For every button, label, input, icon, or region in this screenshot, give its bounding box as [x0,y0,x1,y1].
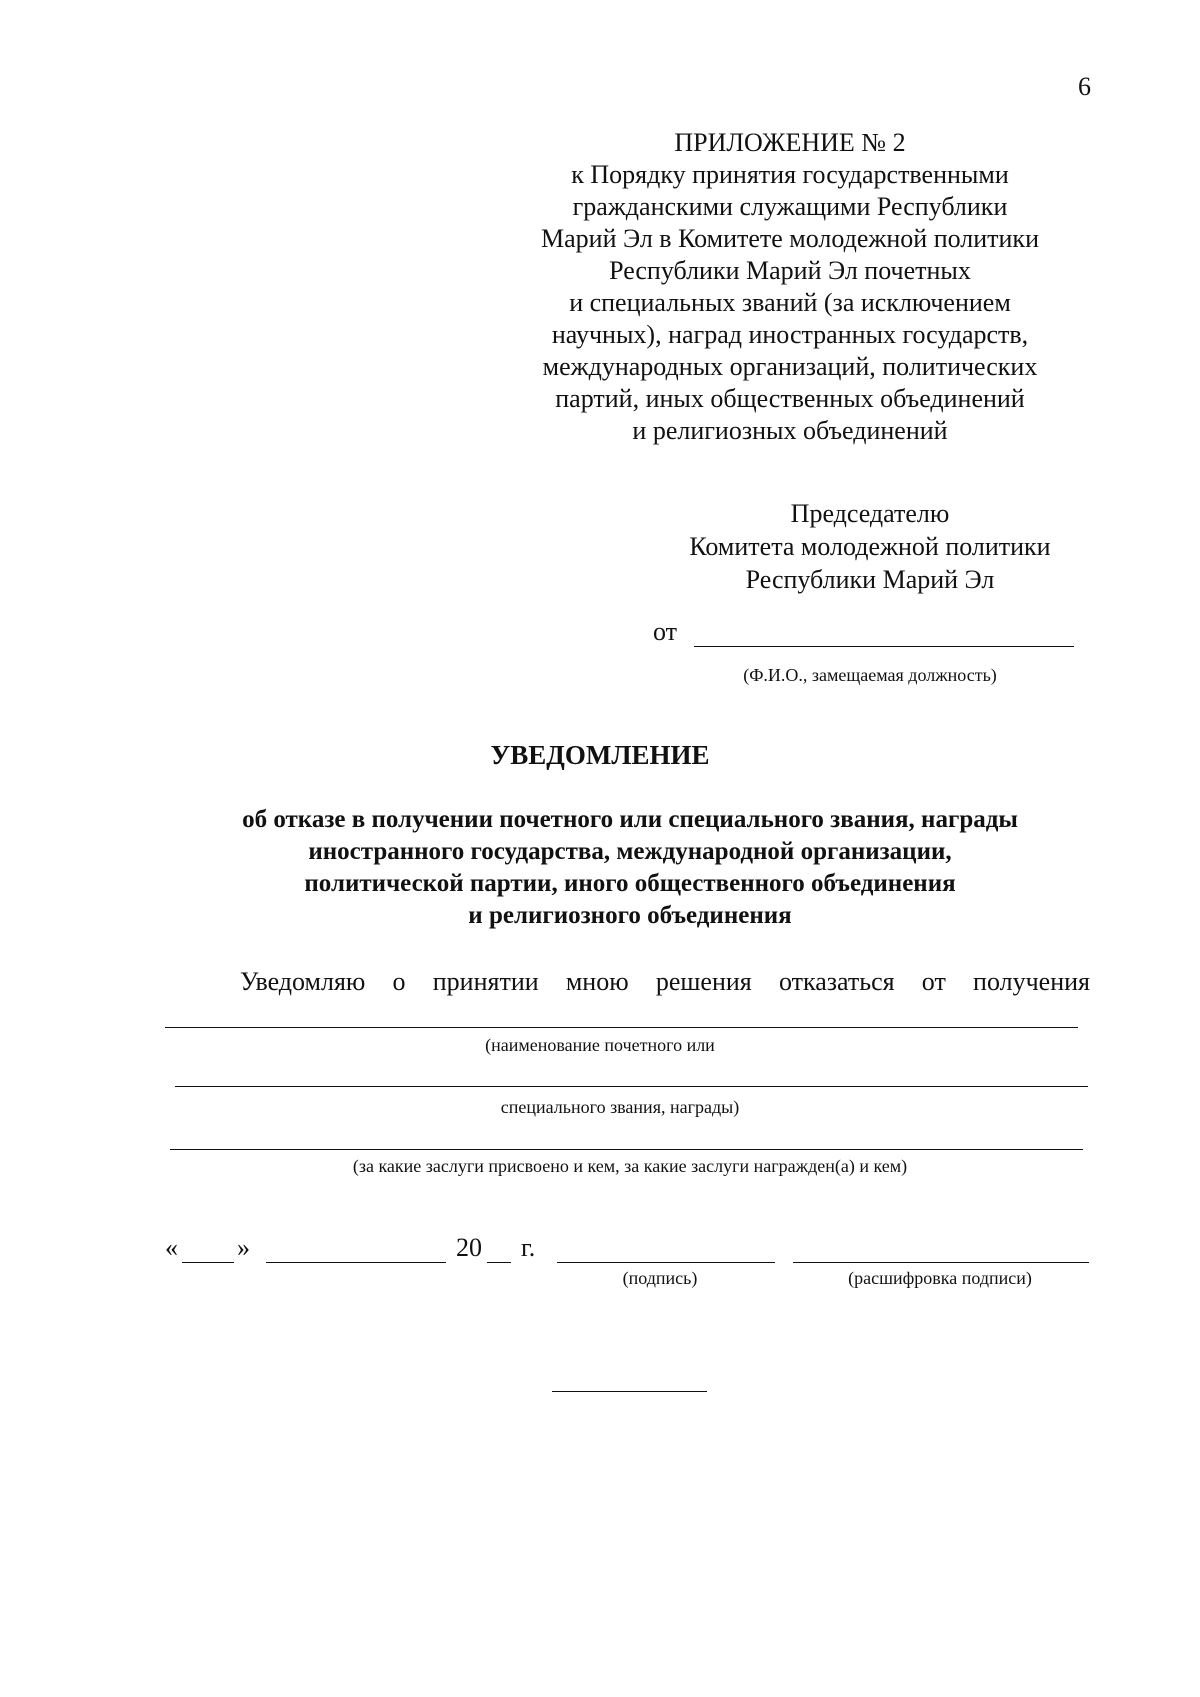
end-divider [552,1391,707,1392]
addressee-line: Председателю [790,499,950,528]
page-number: 6 [1078,72,1091,101]
subtitle-line: и религиозного объединения [468,902,792,929]
signature-field[interactable] [557,1262,775,1263]
annex-line: Республики Марий Эл почетных [609,256,971,285]
addressee-line: Республики Марий Эл [745,565,995,594]
award-name-hint: (наименование почетного или [485,1035,715,1055]
year-field[interactable] [487,1262,511,1263]
month-field[interactable] [266,1262,446,1263]
year-prefix: 20 [456,1233,482,1262]
award-title-hint: специального звания, награды) [500,1097,740,1117]
signature-decode-hint: (расшифровка подписи) [848,1268,1032,1288]
annex-line: ПРИЛОЖЕНИЕ № 2 [674,128,906,157]
document-title: УВЕДОМЛЕНИЕ [490,740,710,770]
day-field[interactable] [182,1262,234,1263]
subtitle-line: политической партии, иного общественного объединения [304,870,956,897]
from-label: от [653,617,678,646]
quote-close: » [237,1233,250,1262]
signature-hint: (подпись) [622,1268,698,1288]
signature-decode-field[interactable] [793,1262,1089,1263]
annex-line: и религиозных объединений [632,416,948,445]
addressee-block [650,497,1090,596]
year-suffix: г. [521,1233,536,1262]
fio-hint: (Ф.И.О., замещаемая должность) [743,665,997,685]
annex-line: международных организаций, политических [542,352,1038,381]
merits-field[interactable] [170,1149,1083,1150]
document-subtitle [150,804,1110,932]
award-title-field[interactable] [175,1086,1088,1087]
addressee-line: Комитета молодежной политики [689,532,1051,561]
from-fio-field[interactable] [694,646,1074,647]
annex-line: Марий Эл в Комитете молодежной политики [541,224,1039,253]
annex-line: гражданскими служащими Республики [572,192,1008,221]
subtitle-line: иностранного государства, международной организации, [308,838,952,865]
annex-line: к Порядку принятия государственными [571,160,1009,189]
annex-line: и специальных званий (за исключением [569,288,1011,317]
annex-header [500,127,1080,447]
quote-open: « [165,1233,178,1262]
merits-hint: (за какие заслуги присвоено и кем, за какие заслуги награжден(а) и кем) [352,1156,908,1176]
subtitle-line: об отказе в получении почетного или специального звания, награды [242,806,1018,833]
body-text: Уведомляю о принятии мною решения отказаться от получения [240,967,1090,996]
annex-line: научных), наград иностранных государств, [551,320,1029,349]
annex-line: партий, иных общественных объединений [555,384,1025,413]
award-name-field[interactable] [165,1027,1078,1028]
